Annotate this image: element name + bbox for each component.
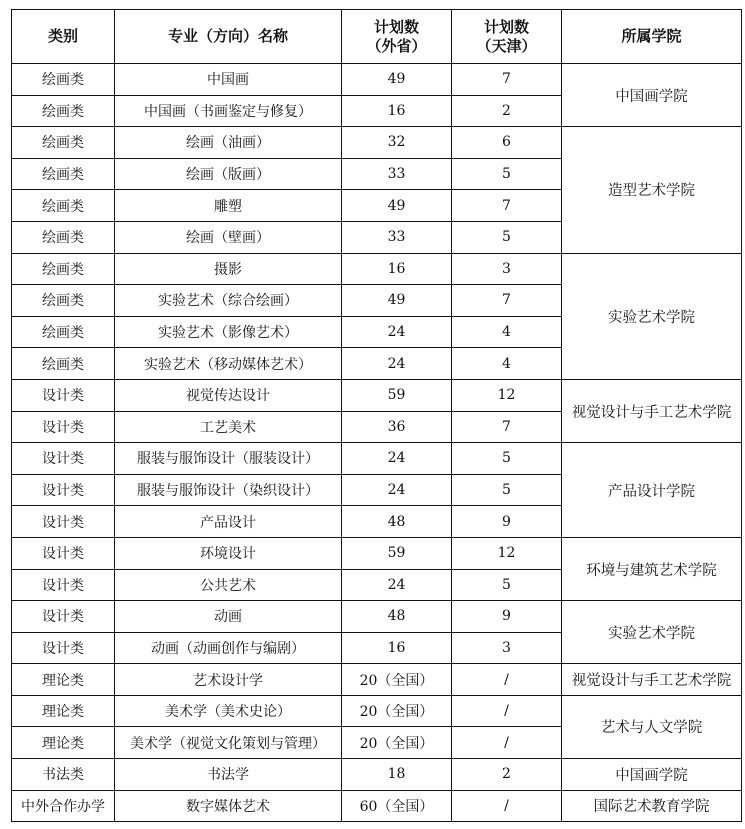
cell-major: 绘画（油画） (115, 127, 342, 159)
cell-plan-tianjin: 5 (452, 158, 562, 190)
cell-plan-tianjin: 12 (452, 379, 562, 411)
header-row (12, 10, 742, 64)
cell-plan-out-of-province: 48 (342, 506, 452, 538)
cell-plan-tianjin: 7 (452, 285, 562, 317)
cell-plan-out-of-province: 24 (342, 443, 452, 475)
cell-plan-tianjin: 5 (452, 221, 562, 253)
cell-category: 理论类 (12, 695, 115, 727)
cell-category: 绘画类 (12, 158, 115, 190)
cell-category: 设计类 (12, 411, 115, 443)
cell-plan-out-of-province: 24 (342, 316, 452, 348)
cell-category: 书法类 (12, 759, 115, 791)
cell-category: 理论类 (12, 727, 115, 759)
cell-plan-tianjin: 3 (452, 253, 562, 285)
table-row (12, 695, 742, 727)
cell-plan-out-of-province: 16 (342, 95, 452, 127)
cell-plan-tianjin: 4 (452, 316, 562, 348)
cell-category: 绘画类 (12, 190, 115, 222)
header-plan-out-of-province (342, 10, 452, 64)
cell-plan-tianjin: 12 (452, 537, 562, 569)
cell-college: 造型艺术学院 (562, 127, 742, 253)
cell-category: 设计类 (12, 443, 115, 475)
cell-plan-out-of-province: 16 (342, 632, 452, 664)
cell-major: 工艺美术 (115, 411, 342, 443)
table-row (12, 601, 742, 633)
cell-plan-out-of-province: 24 (342, 569, 452, 601)
cell-plan-out-of-province: 24 (342, 348, 452, 380)
table-row (12, 537, 742, 569)
cell-plan-tianjin: 7 (452, 64, 562, 96)
cell-plan-tianjin: 6 (452, 127, 562, 159)
cell-plan-out-of-province: 20（全国） (342, 727, 452, 759)
cell-college: 中国画学院 (562, 759, 742, 791)
header-plan-tj-line2: （天津） (476, 36, 537, 55)
header-plan-out-line1: 计划数 (373, 17, 419, 36)
table-body (12, 64, 742, 822)
cell-plan-tianjin: / (452, 790, 562, 822)
cell-category: 设计类 (12, 474, 115, 506)
cell-major: 实验艺术（影像艺术） (115, 316, 342, 348)
enrollment-plan-table (11, 9, 742, 822)
cell-plan-tianjin: 7 (452, 190, 562, 222)
cell-category: 理论类 (12, 664, 115, 696)
cell-plan-out-of-province: 48 (342, 601, 452, 633)
cell-major: 服装与服饰设计（服装设计） (115, 443, 342, 475)
cell-plan-tianjin: 9 (452, 506, 562, 538)
cell-plan-out-of-province: 49 (342, 64, 452, 96)
cell-category: 绘画类 (12, 95, 115, 127)
cell-category: 设计类 (12, 379, 115, 411)
cell-plan-out-of-province: 49 (342, 190, 452, 222)
cell-major: 雕塑 (115, 190, 342, 222)
cell-category: 设计类 (12, 537, 115, 569)
cell-major: 艺术设计学 (115, 664, 342, 696)
cell-major: 服装与服饰设计（染织设计） (115, 474, 342, 506)
table-row (12, 443, 742, 475)
cell-major: 绘画（版画） (115, 158, 342, 190)
table-row (12, 759, 742, 791)
cell-plan-tianjin: 9 (452, 601, 562, 633)
cell-major: 中国画（书画鉴定与修复） (115, 95, 342, 127)
cell-college: 中国画学院 (562, 64, 742, 127)
cell-plan-out-of-province: 18 (342, 759, 452, 791)
cell-plan-out-of-province: 20（全国） (342, 664, 452, 696)
cell-plan-out-of-province: 16 (342, 253, 452, 285)
cell-plan-out-of-province: 49 (342, 285, 452, 317)
cell-category: 绘画类 (12, 316, 115, 348)
cell-plan-out-of-province: 33 (342, 158, 452, 190)
cell-college: 视觉设计与手工艺术学院 (562, 664, 742, 696)
cell-category: 绘画类 (12, 348, 115, 380)
cell-plan-out-of-province: 32 (342, 127, 452, 159)
table-row (12, 379, 742, 411)
cell-major: 动画 (115, 601, 342, 633)
header-plan-tianjin (452, 10, 562, 64)
cell-college: 产品设计学院 (562, 443, 742, 538)
cell-category: 绘画类 (12, 253, 115, 285)
header-plan-out-line2: （外省） (366, 36, 427, 55)
cell-plan-out-of-province: 60（全国） (342, 790, 452, 822)
cell-category: 设计类 (12, 601, 115, 633)
cell-major: 环境设计 (115, 537, 342, 569)
cell-plan-out-of-province: 59 (342, 379, 452, 411)
cell-category: 绘画类 (12, 127, 115, 159)
cell-category: 中外合作办学 (12, 790, 115, 822)
cell-category: 设计类 (12, 506, 115, 538)
cell-major: 数字媒体艺术 (115, 790, 342, 822)
cell-college: 实验艺术学院 (562, 253, 742, 379)
cell-plan-tianjin: 2 (452, 759, 562, 791)
cell-major: 美术学（视觉文化策划与管理） (115, 727, 342, 759)
cell-plan-out-of-province: 36 (342, 411, 452, 443)
cell-category: 设计类 (12, 632, 115, 664)
cell-college: 实验艺术学院 (562, 601, 742, 664)
cell-major: 书法学 (115, 759, 342, 791)
cell-plan-out-of-province: 20（全国） (342, 695, 452, 727)
cell-major: 绘画（壁画） (115, 221, 342, 253)
cell-college: 国际艺术教育学院 (562, 790, 742, 822)
cell-category: 绘画类 (12, 285, 115, 317)
cell-plan-out-of-province: 24 (342, 474, 452, 506)
cell-major: 中国画 (115, 64, 342, 96)
cell-major: 实验艺术（移动媒体艺术） (115, 348, 342, 380)
table-row (12, 253, 742, 285)
cell-plan-tianjin: / (452, 695, 562, 727)
table-row (12, 127, 742, 159)
cell-category: 绘画类 (12, 64, 115, 96)
cell-major: 美术学（美术史论） (115, 695, 342, 727)
cell-plan-tianjin: 4 (452, 348, 562, 380)
cell-major: 摄影 (115, 253, 342, 285)
cell-category: 绘画类 (12, 221, 115, 253)
cell-plan-out-of-province: 33 (342, 221, 452, 253)
cell-college: 环境与建筑艺术学院 (562, 537, 742, 600)
cell-major: 实验艺术（综合绘画） (115, 285, 342, 317)
cell-plan-tianjin: 5 (452, 443, 562, 475)
cell-plan-tianjin: / (452, 727, 562, 759)
cell-college: 艺术与人文学院 (562, 695, 742, 758)
table-row (12, 790, 742, 822)
header-plan-tj-line1: 计划数 (483, 17, 529, 36)
cell-major: 公共艺术 (115, 569, 342, 601)
cell-plan-tianjin: 5 (452, 474, 562, 506)
cell-major: 动画（动画创作与编剧） (115, 632, 342, 664)
cell-plan-tianjin: / (452, 664, 562, 696)
cell-plan-out-of-province: 59 (342, 537, 452, 569)
cell-plan-tianjin: 7 (452, 411, 562, 443)
cell-category: 设计类 (12, 569, 115, 601)
cell-major: 产品设计 (115, 506, 342, 538)
table-row (12, 664, 742, 696)
header-college: 所属学院 (562, 10, 742, 64)
table-row (12, 64, 742, 96)
cell-college: 视觉设计与手工艺术学院 (562, 379, 742, 442)
cell-plan-tianjin: 5 (452, 569, 562, 601)
cell-major: 视觉传达设计 (115, 379, 342, 411)
header-category: 类别 (12, 10, 115, 64)
cell-plan-tianjin: 2 (452, 95, 562, 127)
header-major: 专业（方向）名称 (115, 10, 342, 64)
cell-plan-tianjin: 3 (452, 632, 562, 664)
